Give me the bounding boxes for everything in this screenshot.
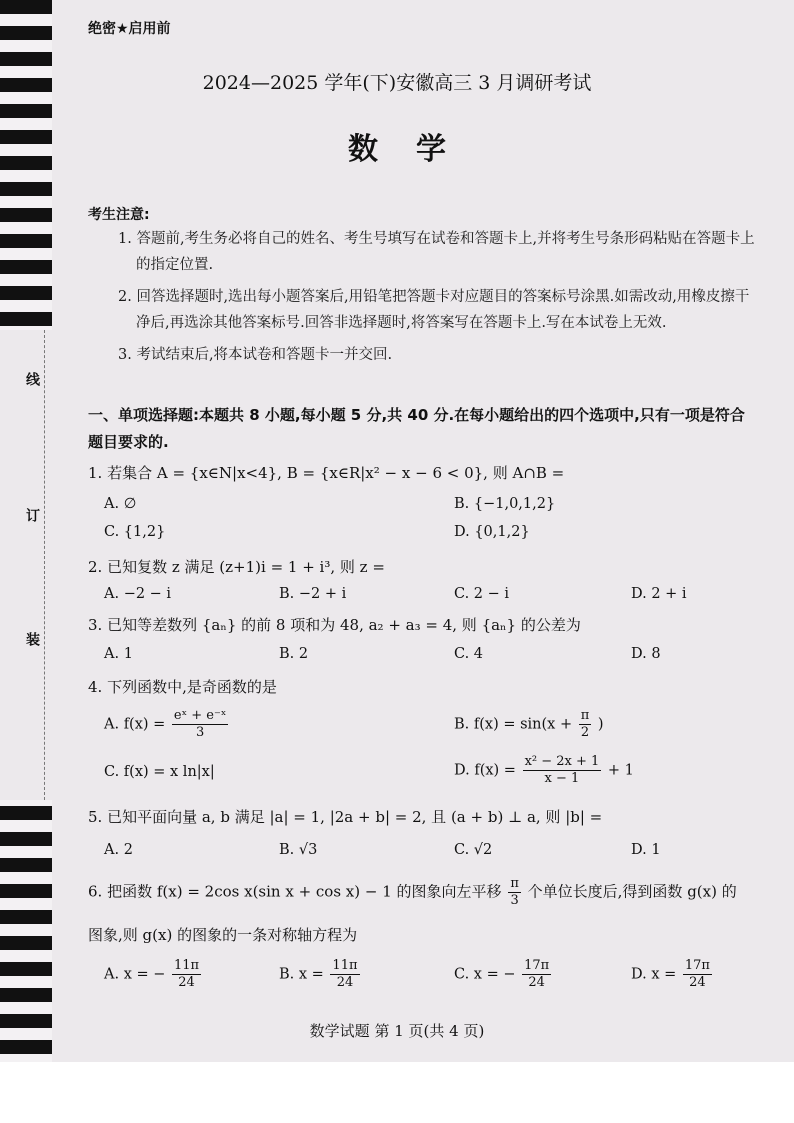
notice-list [118, 226, 758, 374]
question-5-option-b: B. √3 [279, 842, 318, 858]
fraction: $\frac{17\pi}{24}$ [684, 958, 710, 990]
fraction: $\frac{11\pi}{24}$ [332, 958, 358, 990]
question-4-stem: 4. 下列函数中,是奇函数的是 [88, 678, 277, 696]
fraction: $\frac{\pi}{3}$ [510, 876, 519, 908]
question-6-option-d: D. x = $\frac{17\pi}{24}$ [631, 958, 710, 990]
question-4-option-b: B. f(x) = sin(x + $\frac{\pi}{2}$ ) [454, 708, 604, 740]
question-6-option-b: B. x = $\frac{11\pi}{24}$ [279, 958, 358, 990]
confidential-tag: 绝密★启用前 [88, 21, 171, 37]
question-5-option-a: A. 2 [104, 842, 133, 858]
question-3-option-c: C. 4 [454, 646, 484, 662]
subject-title: 数学 [348, 132, 484, 167]
question-1-stem: 1. 若集合 A = {x∈N|x<4}, B = {x∈R|x² − x − 6 < 0}, 则 A∩B = [88, 464, 565, 482]
fraction: $\frac{17\pi}{24}$ [524, 958, 550, 990]
question-2-option-d: D. 2 + i [631, 586, 687, 602]
question-4-option-a: A. f(x) = $\frac{\text{eˣ + e⁻ˣ}}{3}$ [104, 708, 227, 740]
question-3-stem: 3. 已知等差数列 {aₙ} 的前 8 项和为 48, a₂ + a₃ = 4, 则 {aₙ} 的公差为 [88, 616, 581, 634]
exam-title: 2024—2025 学年(下)安徽高三 3 月调研考试 [202, 72, 592, 94]
fraction: $\frac{11\pi}{24}$ [174, 958, 200, 990]
question-5-option-c: C. √2 [454, 842, 493, 858]
question-1-option-a: A. ∅ [104, 496, 137, 512]
question-2-stem: 2. 已知复数 z 满足 (z+1)i = 1 + i³, 则 z = [88, 558, 385, 576]
question-6-stem-continued: 图象,则 g(x) 的图象的一条对称轴方程为 [88, 926, 358, 944]
binding-label-ding: 订 [24, 508, 40, 522]
notice-heading: 考生注意: [88, 207, 150, 223]
question-6-option-c: C. x = − $\frac{17\pi}{24}$ [454, 958, 550, 990]
question-1-option-b: B. {−1,0,1,2} [454, 496, 556, 512]
question-4-option-c: C. f(x) = x ln|x| [104, 764, 215, 780]
question-2-option-b: B. −2 + i [279, 586, 347, 602]
question-2-option-a: A. −2 − i [104, 586, 172, 602]
question-5-stem: 5. 已知平面向量 a, b 满足 |a| = 1, |2a + b| = 2, 且 (a + b) ⊥ a, 则 |b| = [88, 808, 603, 826]
binding-cut-line [44, 330, 45, 800]
question-2-option-c: C. 2 − i [454, 586, 510, 602]
question-6-stem: 6. 把函数 f(x) = 2cos x(sin x + cos x) − 1 的图象向左平移 $\frac{\pi}{3}$ 个单位长度后,得到函数 g(x) 的 [88, 876, 737, 908]
question-3-option-d: D. 8 [631, 646, 661, 662]
notice-item: 3. 考试结束后,将本试卷和答题卡一并交回. [118, 347, 393, 363]
fraction: $\frac{\text{x² − 2x + 1}}{x - 1}$ [524, 754, 600, 786]
question-1-option-c: C. {1,2} [104, 524, 166, 540]
section-heading: 一、单项选择题:本题共 8 小题,每小题 5 分,共 40 分.在每小题给出的四个选项中,只有一项是符合题目要求的. [88, 406, 745, 451]
question-4-option-d: D. f(x) = $\frac{\text{x² − 2x + 1}}{x - 1}$ + 1 [454, 754, 634, 786]
notice-item: 2. 回答选择题时,选出每小题答案后,用铅笔把答题卡对应题目的答案标号涂黑.如需改动,用橡皮擦干净后,再选涂其他答案标号.回答非选择题时,将答案写在答题卡上.写在本试卷上无效. [118, 289, 750, 331]
question-1-option-d: D. {0,1,2} [454, 524, 530, 540]
question-3-option-a: A. 1 [104, 646, 133, 662]
fraction: $\frac{\pi}{2}$ [580, 708, 590, 740]
question-6-option-a: A. x = − $\frac{11\pi}{24}$ [104, 958, 200, 990]
fraction: $\frac{\text{eˣ + e⁻ˣ}}{3}$ [173, 708, 227, 740]
binding-label-zhuang: 装 [24, 632, 40, 646]
question-5-option-d: D. 1 [631, 842, 661, 858]
notice-item: 1. 答题前,考生务必将自己的姓名、考生号填写在试卷和答题卡上,并将考生号条形码粘贴在答题卡上的指定位置. [118, 231, 755, 273]
binding-label-xian: 线 [24, 372, 40, 386]
question-3-option-b: B. 2 [279, 646, 309, 662]
page-footer: 数学试题 第 1 页(共 4 页) [309, 1022, 485, 1040]
